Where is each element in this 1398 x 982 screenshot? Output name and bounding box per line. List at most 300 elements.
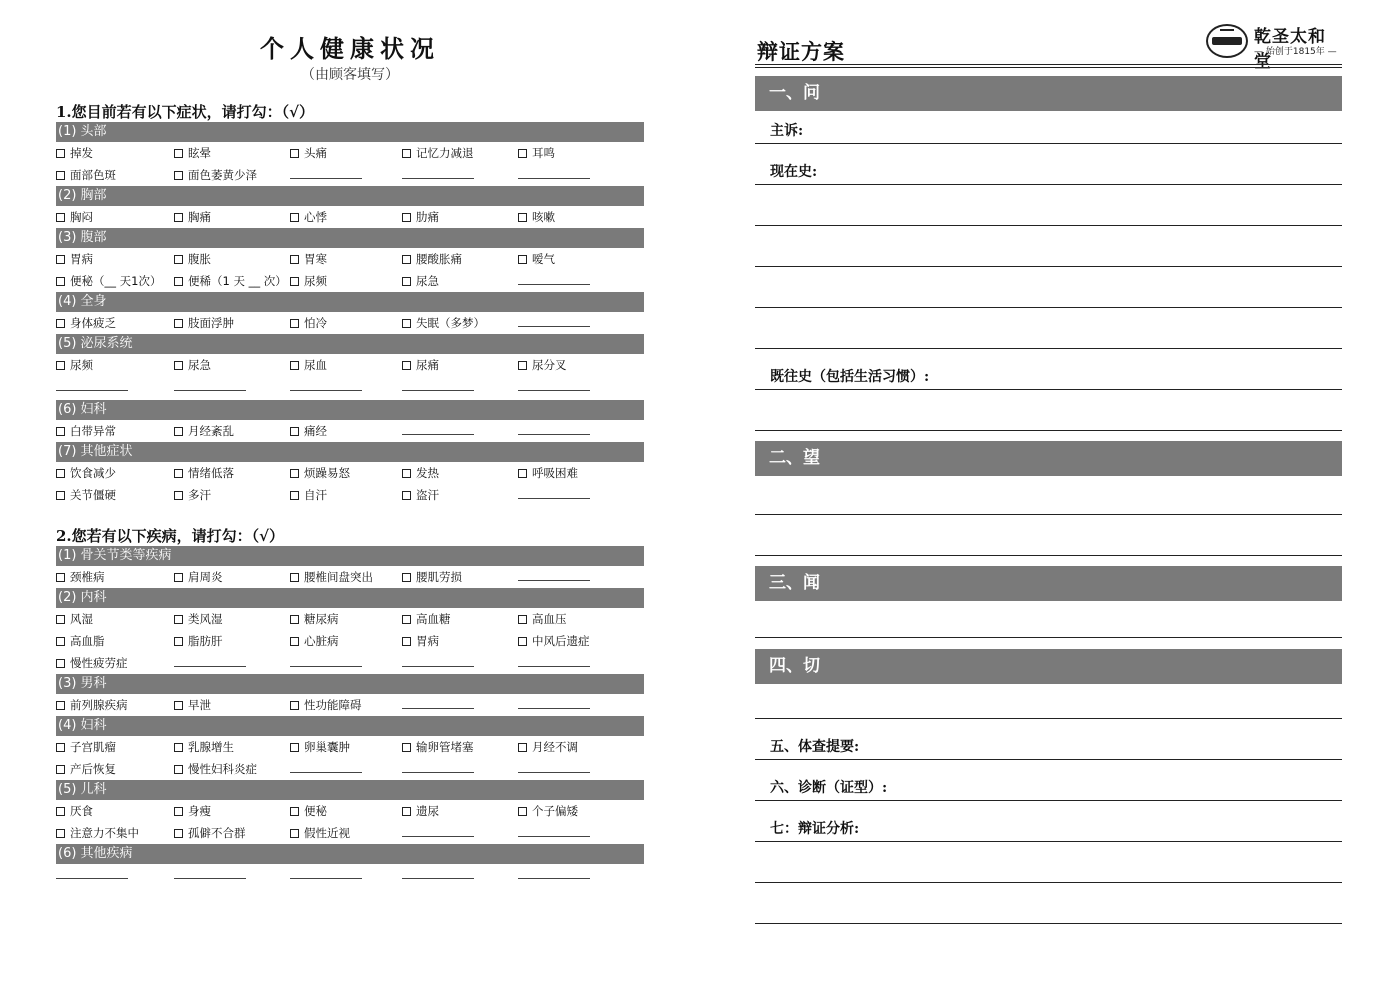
checklist-row xyxy=(56,312,644,334)
checkbox-icon[interactable] xyxy=(290,615,299,624)
checklist-label: 高血脂 xyxy=(70,634,105,648)
blank-entry-line[interactable] xyxy=(518,694,590,716)
checklist-row xyxy=(56,484,644,506)
checklist-row xyxy=(56,822,644,844)
checklist-item[interactable] xyxy=(402,248,462,270)
diseases-question: 2.您若有以下疾病，请打勾：（√） xyxy=(56,527,285,545)
checkbox-icon[interactable] xyxy=(174,743,183,752)
category-header: (6) 妇科 xyxy=(56,400,644,420)
checklist-item[interactable] xyxy=(402,608,451,630)
checkbox-icon[interactable] xyxy=(56,637,65,646)
checklist-label: 月经紊乱 xyxy=(188,424,234,438)
blank-entry-line[interactable] xyxy=(174,864,246,886)
checklist-label: 头痛 xyxy=(304,146,327,160)
checkbox-icon[interactable] xyxy=(290,829,299,838)
checkbox-icon[interactable] xyxy=(174,361,183,370)
blank-entry-line[interactable] xyxy=(402,164,474,186)
page-subtitle: （由顾客填写） xyxy=(301,67,399,83)
checklist-label: 盗汗 xyxy=(416,488,439,502)
checkbox-icon[interactable] xyxy=(402,637,411,646)
checklist-label: 咳嗽 xyxy=(532,210,555,224)
checklist-item[interactable] xyxy=(56,822,139,844)
checklist-item[interactable] xyxy=(56,248,93,270)
checklist-item[interactable] xyxy=(56,630,105,652)
category-header: (5) 儿科 xyxy=(56,780,644,800)
blank-entry-line[interactable] xyxy=(402,864,474,886)
checklist-item[interactable] xyxy=(56,354,93,376)
seal-icon xyxy=(1206,24,1248,58)
blank-entry-line[interactable] xyxy=(174,376,246,398)
blank-entry-line[interactable] xyxy=(56,376,128,398)
checklist-item[interactable] xyxy=(290,736,350,758)
checklist-label: 肩周炎 xyxy=(188,570,223,584)
checklist-row xyxy=(56,354,644,376)
checkbox-icon[interactable] xyxy=(518,213,527,222)
exam-summary-field[interactable] xyxy=(755,719,1342,760)
blank-entry-line[interactable] xyxy=(174,652,246,674)
checkbox-icon[interactable] xyxy=(290,807,299,816)
checklist-label: 高血糖 xyxy=(416,612,451,626)
checklist-label: 胃寒 xyxy=(304,252,327,266)
category-header: (4) 全身 xyxy=(56,292,644,312)
blank-entry-line[interactable] xyxy=(290,758,362,780)
checklist-item[interactable] xyxy=(174,566,223,588)
checkbox-icon[interactable] xyxy=(174,573,183,582)
checkbox-icon[interactable] xyxy=(290,637,299,646)
blank-entry-line[interactable] xyxy=(56,864,128,886)
writing-line[interactable] xyxy=(755,842,1342,883)
checklist-item[interactable] xyxy=(518,630,590,652)
checklist-label: 饮食减少 xyxy=(70,466,116,480)
checklist-label: 自汗 xyxy=(304,488,327,502)
checklist-item[interactable] xyxy=(402,206,439,228)
checklist-label: 胃病 xyxy=(70,252,93,266)
checkbox-icon[interactable] xyxy=(56,807,65,816)
checkbox-icon[interactable] xyxy=(56,469,65,478)
checkbox-icon[interactable] xyxy=(518,807,527,816)
checklist-item[interactable] xyxy=(56,736,116,758)
checkbox-icon[interactable] xyxy=(56,573,65,582)
checklist-item[interactable] xyxy=(518,206,555,228)
writing-line[interactable] xyxy=(755,226,1342,267)
blank-entry-line[interactable] xyxy=(518,758,590,780)
checklist-label: 记忆力减退 xyxy=(416,146,474,160)
checklist-label: 烦躁易怒 xyxy=(304,466,350,480)
checklist-label: 乳腺增生 xyxy=(188,740,234,754)
checkbox-icon[interactable] xyxy=(402,277,411,286)
checklist-label: 尿急 xyxy=(188,358,211,372)
checklist-item[interactable] xyxy=(56,758,116,780)
checklist-item[interactable] xyxy=(402,142,474,164)
checklist-item[interactable] xyxy=(402,312,485,334)
checklist-item[interactable] xyxy=(402,354,439,376)
blank-entry-line[interactable] xyxy=(290,652,362,674)
checkbox-icon[interactable] xyxy=(290,361,299,370)
checkbox-icon[interactable] xyxy=(56,277,65,286)
checklist-item[interactable] xyxy=(56,800,93,822)
section-inspection: 二、望 xyxy=(755,441,1342,476)
checkbox-icon[interactable] xyxy=(56,319,65,328)
checklist-item[interactable] xyxy=(518,248,555,270)
writing-line[interactable] xyxy=(755,684,1342,719)
checklist-item[interactable] xyxy=(174,420,234,442)
checkbox-icon[interactable] xyxy=(174,255,183,264)
checklist-label: 便稀（1 天 __ 次） xyxy=(188,274,287,288)
checkbox-icon[interactable] xyxy=(290,255,299,264)
checklist-item[interactable] xyxy=(402,462,439,484)
checkbox-icon[interactable] xyxy=(174,807,183,816)
section-palpation: 四、切 xyxy=(755,649,1342,684)
checkbox-icon[interactable] xyxy=(518,361,527,370)
checklist-label: 胸闷 xyxy=(70,210,93,224)
writing-line[interactable] xyxy=(755,267,1342,308)
checkbox-icon[interactable] xyxy=(518,469,527,478)
checkbox-icon[interactable] xyxy=(402,573,411,582)
field-label: 主诉: xyxy=(770,123,804,139)
checklist-item[interactable] xyxy=(290,420,327,442)
category-header: (6) 其他疾病 xyxy=(56,844,644,864)
checklist-label: 尿频 xyxy=(304,274,327,288)
checklist-label: 尿血 xyxy=(304,358,327,372)
checkbox-icon[interactable] xyxy=(56,701,65,710)
checkbox-icon[interactable] xyxy=(174,319,183,328)
checkbox-icon[interactable] xyxy=(56,743,65,752)
category-header: (3) 腹部 xyxy=(56,228,644,248)
checklist-item[interactable] xyxy=(402,630,439,652)
checklist-label: 关节僵硬 xyxy=(70,488,116,502)
checklist-item[interactable] xyxy=(174,462,234,484)
checkbox-icon[interactable] xyxy=(56,427,65,436)
checkbox-icon[interactable] xyxy=(174,469,183,478)
checkbox-icon[interactable] xyxy=(56,149,65,158)
checklist-item[interactable] xyxy=(174,164,257,186)
writing-line[interactable] xyxy=(755,883,1342,924)
checkbox-icon[interactable] xyxy=(56,213,65,222)
checkbox-icon[interactable] xyxy=(402,469,411,478)
blank-entry-line[interactable] xyxy=(402,420,474,442)
checkbox-icon[interactable] xyxy=(290,469,299,478)
checkbox-icon[interactable] xyxy=(174,829,183,838)
checklist-item[interactable] xyxy=(518,736,578,758)
checkbox-icon[interactable] xyxy=(518,615,527,624)
checklist-label: 性功能障碍 xyxy=(304,698,362,712)
checklist-label: 胃病 xyxy=(416,634,439,648)
checklist-item[interactable] xyxy=(174,694,211,716)
blank-entry-line[interactable] xyxy=(518,376,590,398)
checklist-item[interactable] xyxy=(290,462,350,484)
checkbox-icon[interactable] xyxy=(518,743,527,752)
checkbox-icon[interactable] xyxy=(174,765,183,774)
chief-complaint-field[interactable] xyxy=(755,111,1342,144)
section-inquiry: 一、问 xyxy=(755,76,1342,111)
blank-entry-line[interactable] xyxy=(518,270,590,292)
checkbox-icon[interactable] xyxy=(402,319,411,328)
header-rule xyxy=(755,64,1342,65)
field-label: 既往史（包括生活习惯）: xyxy=(770,369,930,385)
checklist-item[interactable] xyxy=(174,142,211,164)
checklist-row xyxy=(56,800,644,822)
checklist-label: 孤僻不合群 xyxy=(188,826,246,840)
checklist-label: 嗳气 xyxy=(532,252,555,266)
checkbox-icon[interactable] xyxy=(290,213,299,222)
diseases-checklist xyxy=(56,546,644,888)
checklist-item[interactable] xyxy=(290,270,327,292)
checklist-item[interactable] xyxy=(174,822,246,844)
checklist-item[interactable] xyxy=(290,800,327,822)
writing-line[interactable] xyxy=(755,515,1342,556)
checkbox-icon[interactable] xyxy=(56,765,65,774)
checklist-label: 输卵管堵塞 xyxy=(416,740,474,754)
plan-title: 辩证方案 xyxy=(757,39,845,64)
checklist-item[interactable] xyxy=(174,608,223,630)
checkbox-icon[interactable] xyxy=(518,149,527,158)
checklist-row xyxy=(56,630,644,652)
checkbox-icon[interactable] xyxy=(518,637,527,646)
checklist-item[interactable] xyxy=(56,270,161,292)
checklist-row xyxy=(56,376,644,400)
checklist-label: 前列腺疾病 xyxy=(70,698,128,712)
checklist-label: 情绪低落 xyxy=(188,466,234,480)
checkbox-icon[interactable] xyxy=(290,277,299,286)
checklist-item[interactable] xyxy=(174,800,211,822)
blank-entry-line[interactable] xyxy=(290,164,362,186)
symptoms-question: 1.您目前若有以下症状，请打勾：（√） xyxy=(56,103,315,121)
checklist-item[interactable] xyxy=(56,484,116,506)
checklist-row xyxy=(56,736,644,758)
checklist-label: 发热 xyxy=(416,466,439,480)
checklist-item[interactable] xyxy=(402,270,439,292)
checklist-item[interactable] xyxy=(290,248,327,270)
blank-entry-line[interactable] xyxy=(402,652,474,674)
checkbox-icon[interactable] xyxy=(290,701,299,710)
checklist-label: 身瘦 xyxy=(188,804,211,818)
blank-entry-line[interactable] xyxy=(518,864,590,886)
checklist-item[interactable] xyxy=(290,630,339,652)
checklist-item[interactable] xyxy=(174,736,234,758)
checklist-item[interactable] xyxy=(56,312,116,334)
writing-line[interactable] xyxy=(755,185,1342,226)
category-header: (7) 其他症状 xyxy=(56,442,644,462)
past-history-field[interactable] xyxy=(755,349,1342,390)
checkbox-icon[interactable] xyxy=(402,149,411,158)
checkbox-icon[interactable] xyxy=(174,149,183,158)
checkbox-icon[interactable] xyxy=(174,171,183,180)
diagnosis-plan-page xyxy=(755,22,1342,924)
plan-header xyxy=(755,22,1342,72)
blank-entry-line[interactable] xyxy=(518,822,590,844)
blank-entry-line[interactable] xyxy=(518,566,590,588)
checklist-item[interactable] xyxy=(56,694,128,716)
checklist-item[interactable] xyxy=(518,608,567,630)
checkbox-icon[interactable] xyxy=(174,213,183,222)
checkbox-icon[interactable] xyxy=(402,213,411,222)
blank-entry-line[interactable] xyxy=(290,376,362,398)
checklist-item[interactable] xyxy=(174,312,234,334)
checklist-item[interactable] xyxy=(402,484,439,506)
checkbox-icon[interactable] xyxy=(290,743,299,752)
checklist-item[interactable] xyxy=(174,758,257,780)
checklist-label: 腰椎间盘突出 xyxy=(304,570,373,584)
checklist-item[interactable] xyxy=(174,354,211,376)
checklist-item[interactable] xyxy=(56,164,116,186)
checkbox-icon[interactable] xyxy=(174,701,183,710)
category-header: (4) 妇科 xyxy=(56,716,644,736)
checklist-item[interactable] xyxy=(56,206,93,228)
checklist-item[interactable] xyxy=(518,354,567,376)
checklist-label: 眩晕 xyxy=(188,146,211,160)
checkbox-icon[interactable] xyxy=(56,171,65,180)
checkbox-icon[interactable] xyxy=(518,255,527,264)
blank-entry-line[interactable] xyxy=(402,694,474,716)
checklist-label: 厌食 xyxy=(70,804,93,818)
field-label: 五、体查提要: xyxy=(770,739,860,755)
health-status-page xyxy=(56,34,644,888)
checklist-item[interactable] xyxy=(290,822,350,844)
checklist-item[interactable] xyxy=(402,800,439,822)
category-header: (5) 泌尿系统 xyxy=(56,334,644,354)
checklist-item[interactable] xyxy=(290,484,327,506)
checklist-item[interactable] xyxy=(290,206,327,228)
checkbox-icon[interactable] xyxy=(290,319,299,328)
checklist-label: 怕冷 xyxy=(304,316,327,330)
checkbox-icon[interactable] xyxy=(402,743,411,752)
checklist-row xyxy=(56,758,644,780)
checkbox-icon[interactable] xyxy=(56,255,65,264)
checkbox-icon[interactable] xyxy=(402,807,411,816)
checklist-item[interactable] xyxy=(174,248,211,270)
checklist-label: 高血压 xyxy=(532,612,567,626)
checkbox-icon[interactable] xyxy=(174,615,183,624)
category-header: (3) 男科 xyxy=(56,674,644,694)
checklist-label: 心悸 xyxy=(304,210,327,224)
category-header: (1) 骨关节类等疾病 xyxy=(56,546,644,566)
category-header: (2) 胸部 xyxy=(56,186,644,206)
checklist-item[interactable] xyxy=(174,484,211,506)
checklist-label: 肋痛 xyxy=(416,210,439,224)
checklist-label: 尿痛 xyxy=(416,358,439,372)
checkbox-icon[interactable] xyxy=(56,361,65,370)
checklist-row xyxy=(56,270,644,292)
category-header: (2) 内科 xyxy=(56,588,644,608)
page-title: 个人健康状况 xyxy=(260,34,440,63)
field-label: 现在史: xyxy=(770,164,818,180)
checklist-label: 呼吸困难 xyxy=(532,466,578,480)
checkbox-icon[interactable] xyxy=(174,427,183,436)
checklist-label: 卵巢囊肿 xyxy=(304,740,350,754)
writing-line[interactable] xyxy=(755,476,1342,515)
blank-entry-line[interactable] xyxy=(518,420,590,442)
checklist-label: 尿急 xyxy=(416,274,439,288)
checklist-item[interactable] xyxy=(174,206,211,228)
blank-entry-line[interactable] xyxy=(518,164,590,186)
checklist-item[interactable] xyxy=(402,566,462,588)
checkbox-icon[interactable] xyxy=(56,491,65,500)
checklist-label: 心脏病 xyxy=(304,634,339,648)
blank-entry-line[interactable] xyxy=(518,484,590,506)
checklist-label: 便秘 xyxy=(304,804,327,818)
checkbox-icon[interactable] xyxy=(402,255,411,264)
checkbox-icon[interactable] xyxy=(56,659,65,668)
checklist-item[interactable] xyxy=(290,142,327,164)
checklist-item[interactable] xyxy=(518,462,578,484)
checkbox-icon[interactable] xyxy=(174,277,183,286)
checklist-item[interactable] xyxy=(56,420,116,442)
header-rule xyxy=(755,67,1342,68)
checklist-label: 遗尿 xyxy=(416,804,439,818)
checklist-row xyxy=(56,248,644,270)
blank-entry-line[interactable] xyxy=(402,758,474,780)
checklist-label: 中风后遗症 xyxy=(532,634,590,648)
checklist-label: 面色萎黄少泽 xyxy=(188,168,257,182)
diagnosis-field[interactable] xyxy=(755,760,1342,801)
checklist-item[interactable] xyxy=(402,736,474,758)
checklist-label: 白带异常 xyxy=(70,424,116,438)
blank-entry-line[interactable] xyxy=(402,376,474,398)
checkbox-icon[interactable] xyxy=(290,149,299,158)
checklist-item[interactable] xyxy=(56,142,93,164)
blank-entry-line[interactable] xyxy=(518,652,590,674)
checklist-item[interactable] xyxy=(518,800,578,822)
blank-entry-line[interactable] xyxy=(290,864,362,886)
checkbox-icon[interactable] xyxy=(402,491,411,500)
checkbox-icon[interactable] xyxy=(56,615,65,624)
checklist-label: 便秘（__ 天1次） xyxy=(70,274,162,288)
checklist-item[interactable] xyxy=(518,142,555,164)
checkbox-icon[interactable] xyxy=(402,361,411,370)
checklist-label: 慢性疲劳症 xyxy=(70,656,128,670)
checkbox-icon[interactable] xyxy=(174,491,183,500)
checkbox-icon[interactable] xyxy=(290,573,299,582)
checklist-row xyxy=(56,462,644,484)
analysis-field[interactable] xyxy=(755,801,1342,842)
blank-entry-line[interactable] xyxy=(518,312,590,334)
checklist-label: 耳鸣 xyxy=(532,146,555,160)
checklist-item[interactable] xyxy=(174,270,287,292)
checklist-label: 痛经 xyxy=(304,424,327,438)
checklist-item[interactable] xyxy=(56,462,116,484)
checkbox-icon[interactable] xyxy=(290,427,299,436)
checklist-item[interactable] xyxy=(290,566,373,588)
checklist-item[interactable] xyxy=(56,652,128,674)
checklist-label: 尿频 xyxy=(70,358,93,372)
checkbox-icon[interactable] xyxy=(402,615,411,624)
checklist-item[interactable] xyxy=(290,608,339,630)
checklist-row xyxy=(56,608,644,630)
checklist-label: 假性近视 xyxy=(304,826,350,840)
checklist-item[interactable] xyxy=(174,630,223,652)
checklist-item[interactable] xyxy=(56,566,105,588)
present-history-field[interactable] xyxy=(755,144,1342,185)
checklist-item[interactable] xyxy=(56,608,93,630)
checklist-label: 尿分叉 xyxy=(532,358,567,372)
checklist-row xyxy=(56,566,644,588)
blank-entry-line[interactable] xyxy=(402,822,474,844)
checklist-item[interactable] xyxy=(290,312,327,334)
writing-line[interactable] xyxy=(755,308,1342,349)
checklist-item[interactable] xyxy=(290,694,362,716)
checkbox-icon[interactable] xyxy=(174,637,183,646)
checklist-label: 掉发 xyxy=(70,146,93,160)
writing-line[interactable] xyxy=(755,601,1342,638)
checkbox-icon[interactable] xyxy=(290,491,299,500)
writing-line[interactable] xyxy=(755,390,1342,431)
checklist-label: 注意力不集中 xyxy=(70,826,139,840)
checklist-label: 面部色斑 xyxy=(70,168,116,182)
checklist-label: 腰肌劳损 xyxy=(416,570,462,584)
checklist-item[interactable] xyxy=(290,354,327,376)
checkbox-icon[interactable] xyxy=(56,829,65,838)
checklist-label: 腹胀 xyxy=(188,252,211,266)
